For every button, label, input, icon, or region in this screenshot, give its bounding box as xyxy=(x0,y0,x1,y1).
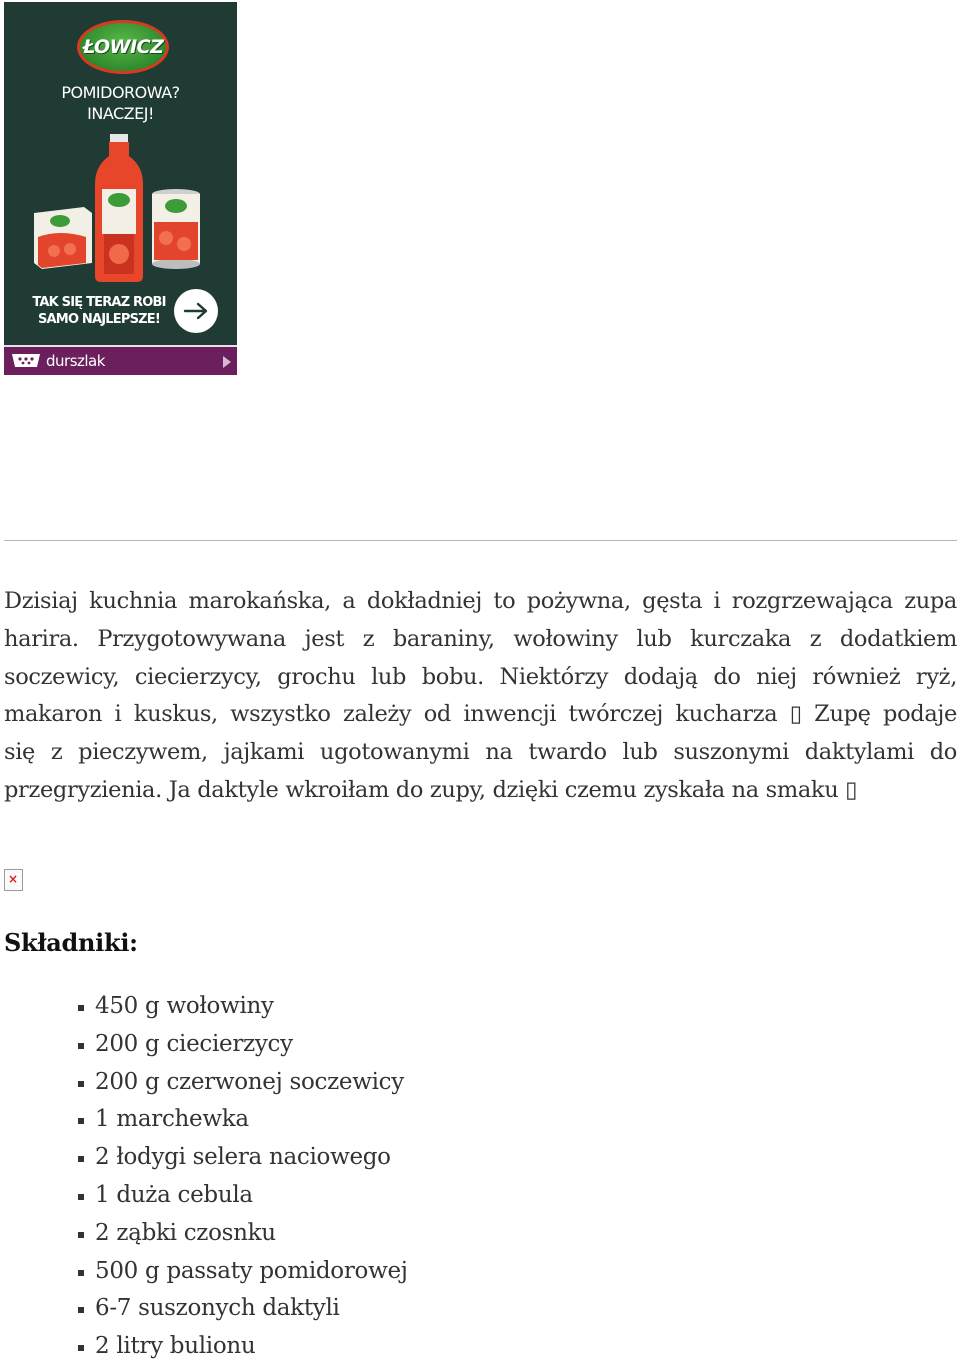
ingredient-text: 200 g czerwonej soczewicy xyxy=(95,1068,404,1095)
intro-paragraph xyxy=(4,583,957,810)
ingredient-text: 500 g passaty pomidorowej xyxy=(95,1257,408,1284)
ingredient-item xyxy=(77,1101,408,1139)
ad-headline-line2: INACZEJ! xyxy=(87,104,154,123)
ingredient-item xyxy=(77,1177,408,1215)
intro-line: przegryzienia. Ja daktyle wkroiłam do zupy, dzięki czemu zyskała na smaku ▯ xyxy=(4,776,858,803)
bullet-icon xyxy=(78,1081,84,1087)
ingredient-text: 2 ząbki czosnku xyxy=(95,1219,276,1246)
bullet-icon xyxy=(78,1307,84,1313)
ad-cta-line2: SAMO NAJLEPSZE! xyxy=(37,312,160,327)
bullet-icon xyxy=(78,1270,84,1276)
ad-cta-text xyxy=(24,294,174,328)
tomato-can-image xyxy=(150,188,202,270)
tomato-box-image xyxy=(34,207,92,269)
broken-image-icon: × xyxy=(4,869,23,891)
ingredient-text: 1 duża cebula xyxy=(95,1181,253,1208)
ad-footer[interactable] xyxy=(4,345,237,375)
ingredient-text: 200 g ciecierzycy xyxy=(95,1030,293,1057)
bullet-icon xyxy=(78,1232,84,1238)
bullet-icon xyxy=(78,1156,84,1162)
ingredients-heading: Składniki: xyxy=(4,928,138,957)
intro-line: soczewicy, ciecierzycy, grochu lub bobu. Niektórzy dodają do niej również ryż, xyxy=(4,663,957,690)
lowicz-logo xyxy=(77,20,169,74)
content-divider xyxy=(4,540,957,541)
bullet-icon xyxy=(78,1043,84,1049)
ingredient-text: 2 litry bulionu xyxy=(95,1333,256,1360)
intro-line: makaron i kuskus, wszystko zależy od inwencji twórczej kucharza ▯ Zupę podaje xyxy=(4,701,957,728)
intro-line: Dzisiaj kuchnia marokańska, a dokładniej to pożywna, gęsta i rozgrzewająca zupa xyxy=(4,588,957,614)
ad-footer-brand: durszlak xyxy=(46,352,105,370)
ingredients-list xyxy=(77,988,408,1366)
ingredient-item xyxy=(77,1215,408,1253)
ingredient-text: 2 łodygi selera naciowego xyxy=(95,1144,391,1171)
ingredient-item xyxy=(77,988,408,1026)
ad-brand: ŁOWICZ xyxy=(82,36,164,58)
ingredient-text: 1 marchewka xyxy=(95,1106,249,1133)
ingredient-item xyxy=(77,1290,408,1328)
ingredient-item xyxy=(77,1064,408,1102)
ingredient-item xyxy=(77,1026,408,1064)
bullet-icon xyxy=(78,1005,84,1011)
bullet-icon xyxy=(78,1118,84,1124)
passata-bottle-image xyxy=(92,134,146,282)
ingredient-item xyxy=(77,1253,408,1291)
ingredient-item xyxy=(77,1139,408,1177)
ad-headline xyxy=(4,82,237,124)
ingredient-text: 6-7 suszonych daktyli xyxy=(95,1295,340,1322)
bullet-icon xyxy=(78,1194,84,1200)
intro-line: się z pieczywem, jajkami ugotowanymi na twardo lub suszonymi daktylami do xyxy=(4,739,957,766)
ad-banner[interactable] xyxy=(4,2,237,375)
arrow-right-icon[interactable] xyxy=(174,289,218,333)
play-icon[interactable] xyxy=(223,356,231,368)
durszlak-logo-icon xyxy=(12,354,40,367)
ad-headline-line1: POMIDOROWA? xyxy=(61,83,180,102)
ingredient-item xyxy=(77,1328,408,1366)
bullet-icon xyxy=(78,1345,84,1351)
intro-line: harira. Przygotowywana jest z baraniny, wołowiny lub kurczaka z dodatkiem xyxy=(4,625,957,652)
ingredient-text: 450 g wołowiny xyxy=(95,993,274,1019)
ad-cta-line1: TAK SIĘ TERAZ ROBI xyxy=(32,295,166,310)
